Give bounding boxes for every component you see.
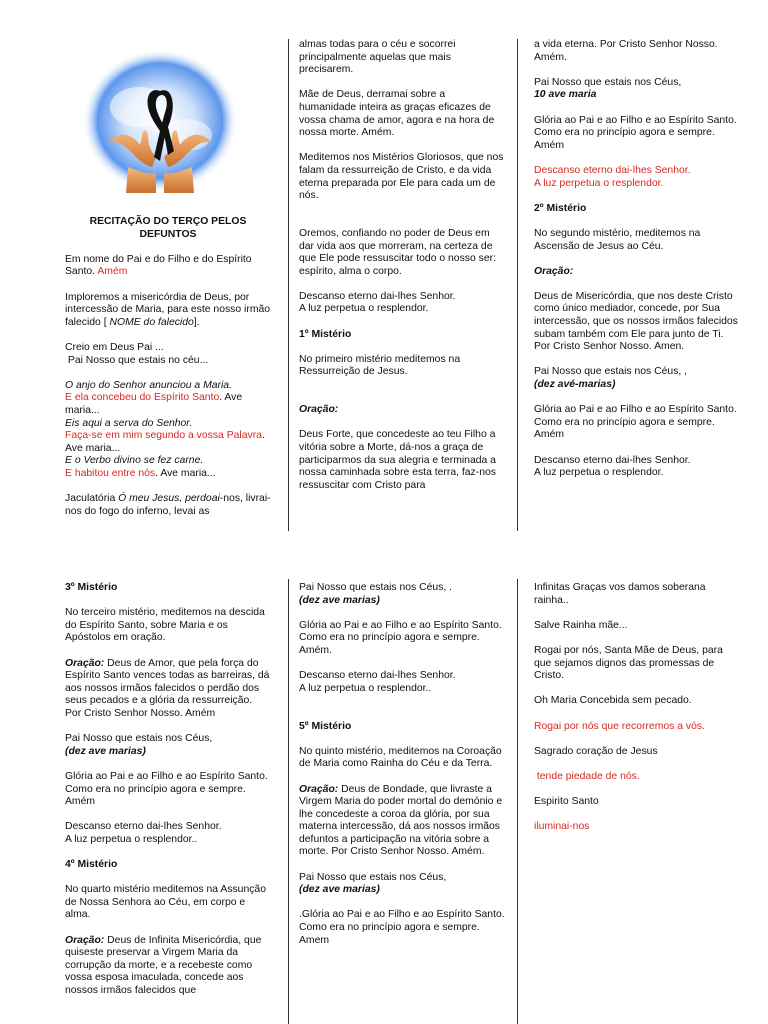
pai-nosso: Pai Nosso que estais nos Céus, (dez ave marias) — [65, 733, 213, 757]
iluminai-nos-red: iluminai-nos — [534, 821, 590, 833]
page1-column3 — [534, 39, 740, 492]
pai-nosso: Pai Nosso que estais nos Céus, 10 ave maria — [534, 76, 682, 101]
imploremos-paragraph: Imploremos a misericórdia de Deus, por intercessão de Maria, para este nosso irmão falecido [ NOME do falecido]. — [65, 291, 271, 328]
pai-nosso: Pai Nosso que estais nos Céus, (dez ave marias) — [299, 871, 447, 896]
mystery-3-heading: 3º Mistério — [65, 582, 118, 593]
mystery-2-heading: 2º Mistério — [534, 202, 587, 214]
oracao-4: Oração: Deus de Infinita Misericórdia, que quiseste preservar a Virgem Maria da corrupção da morte, e a recebeste como vossa esposa imaculada, concede aos nossos irmãos falecidos que — [65, 934, 262, 996]
page1-column1 — [65, 216, 271, 531]
column-divider — [288, 579, 289, 1024]
page2-column3 — [534, 582, 740, 846]
rogai-paragraph: Rogai por nós, Santa Mãe de Deus, para que sejamos dignos das promessas de Cristo. — [534, 644, 723, 682]
infinitas-gracas: Infinitas Graças vos damos soberana rainha.. — [534, 582, 706, 606]
oracao-5: Oração: Deus de Bondade, que livraste a Virgem Maria do poder mortal do demónio e lhe concedeste a coroa da glória, por sua materna intercessão, dá aos nossos irmãos defuntos a participação na vitória sobre a morte. Por Cristo Senhor Nosso. Amém. — [299, 783, 503, 858]
oracao-2-text: Deus de Misericórdia, que nos deste Cristo como único mediador, concede, por Sua intercessão, que os nossos irmãos falecidos subam também com Ele para junto de Ti. Por Cristo Senhor Nosso. Amen. — [534, 290, 738, 353]
gloria: Glória ao Pai e ao Filho e ao Espírito Santo. Como era no princípio agora e sempre. Amém — [534, 114, 737, 151]
creio-paragraph: Creio em Deus Pai ... Pai Nosso que estais no céu... — [65, 341, 209, 366]
vida-eterna-paragraph: a vida eterna. Por Cristo Senhor Nosso. Amém. — [534, 39, 718, 63]
oracao-3: Oração: Deus de Amor, que pela força do Espírito Santo vences todas as barreiras, dá aos nossos irmãos falecidos o perdão dos seus pecados e a glória da ressurreição. Por Cristo Senhor Nosso. Amém — [65, 657, 270, 719]
angelus-paragraph: O anjo do Senhor anunciou a Maria. E ela concebeu do Espírito Santo. Ave maria... Eis aqui a serva do Senhor. Faça-se em mim segundo a vossa Palavra. Ave maria... E o Verbo divino se fez carne. E habitou entre nós. Ave maria... — [65, 379, 265, 479]
column-divider — [517, 39, 518, 531]
mae-de-deus-paragraph: Mãe de Deus, derramai sobre a humanidade inteira as graças eficazes de vossa chama de amor, agora e na hora de nossa morte. Amém. — [299, 89, 495, 139]
page2-column2 — [299, 582, 505, 960]
mystery-5-heading: 5º Mistério — [299, 720, 352, 732]
page1-column2 — [299, 39, 505, 505]
gloria: Glória ao Pai e ao Filho e ao Espírito Santo. Como era no princípio agora e sempre. Amém — [65, 770, 268, 808]
black-ribbon-hands-image — [82, 47, 238, 193]
tende-piedade-red: tende piedade de nós. — [534, 770, 640, 782]
salve-rainha: Salve Rainha mãe... — [534, 619, 628, 631]
descanso-eterno-red: Descanso eterno dai-lhes Senhor. A luz perpetua o resplendor. — [534, 164, 691, 189]
espirito-santo: Espirito Santo — [534, 796, 599, 808]
gloria: .Glória ao Pai e ao Filho e ao Espírito Santo. Como era no princípio agora e sempre. Amem — [299, 909, 505, 946]
mystery-1-text: No primeiro mistério meditemos na Ressurreição de Jesus. — [299, 353, 461, 378]
rogai-response-red: Rogai por nós que recorremos a vós. — [534, 720, 705, 732]
column-divider — [517, 579, 518, 1024]
jaculatoria-paragraph: Jaculatória Ó meu Jesus, perdoai-nos, livrai-nos do fogo do inferno, levai as — [65, 493, 271, 517]
oh-maria: Oh Maria Concebida sem pecado. — [534, 695, 692, 707]
descanso-eterno: Descanso eterno dai-lhes Senhor. A luz perpetua o resplendor.. — [65, 821, 222, 845]
sagrado-coracao: Sagrado coração de Jesus — [534, 745, 658, 757]
oracao-label: Oração: — [299, 404, 339, 416]
page2-column1 — [65, 582, 271, 1010]
oracao-label: Oração: — [534, 265, 574, 277]
pai-nosso: Pai Nosso que estais nos Céus, , (dez avé-marias) — [534, 366, 688, 391]
column-divider — [288, 39, 289, 531]
almas-paragraph: almas todas para o céu e socorrei principalmente aquelas que mais precisarem. — [299, 39, 456, 76]
mystery-1-heading: 1º Mistério — [299, 328, 352, 340]
deceased-name-placeholder: NOME do falecido — [109, 316, 194, 328]
invocation: Em nome do Pai e do Filho e do Espírito Santo. Amém — [65, 253, 252, 278]
meditemos-paragraph: Meditemos nos Mistérios Gloriosos, que nos falam da ressurreição de Cristo, e da vida eterna preparada por Ele para cada um de nós. — [299, 152, 504, 202]
descanso-eterno: Descanso eterno dai-lhes Senhor. A luz perpetua o resplendor.. — [299, 670, 456, 694]
mystery-4-heading: 4º Mistério — [65, 859, 118, 871]
oremos-paragraph: Oremos, confiando no poder de Deus em dar vida aos que morreram, na certeza de que Ele pode ressuscitar todo o nosso ser: espírito, alma o corpo. — [299, 227, 496, 277]
amem-red: Amém — [97, 266, 128, 278]
oracao-1-text: Deus Forte, que concedeste ao teu Filho a vitória sobre a Morte, dá-nos a graça de participarmos da sua alegria e terminada a nossa caminhada sobre esta terra, faz-nos ressuscitar com Cristo para — [299, 429, 496, 491]
document-title: RECITAÇÃO DO TERÇO PELOS DEFUNTOS — [89, 216, 247, 240]
mystery-3-text: No terceiro mistério, meditemos na descida do Espírito Santo, sobre Maria e os Apóstolos em oração. — [65, 607, 265, 644]
descanso-eterno: Descanso eterno dai-lhes Senhor. A luz perpetua o resplendor. — [299, 290, 456, 315]
gloria: Glória ao Pai e ao Filho e ao Espírito Santo. Como era no princípio agora e sempre. Amém — [534, 404, 737, 441]
mystery-4-text: No quarto mistério meditemos na Assunção de Nossa Senhora ao Céu, em corpo e alma. — [65, 884, 266, 921]
descanso-eterno: Descanso eterno dai-lhes Senhor. A luz perpetua o resplendor. — [534, 454, 691, 479]
mystery-5-text: No quinto mistério, meditemos na Coroação de Maria como Rainha do Céu e da Terra. — [299, 745, 502, 770]
mystery-2-text: No segundo mistério, meditemos na Ascensão de Jesus ao Céu. — [534, 227, 701, 252]
gloria: Glória ao Pai e ao Filho e ao Espírito Santo. Como era no princípio agora e sempre. Amém. — [299, 619, 502, 656]
pai-nosso: Pai Nosso que estais nos Céus, . (dez ave marias) — [299, 582, 453, 606]
